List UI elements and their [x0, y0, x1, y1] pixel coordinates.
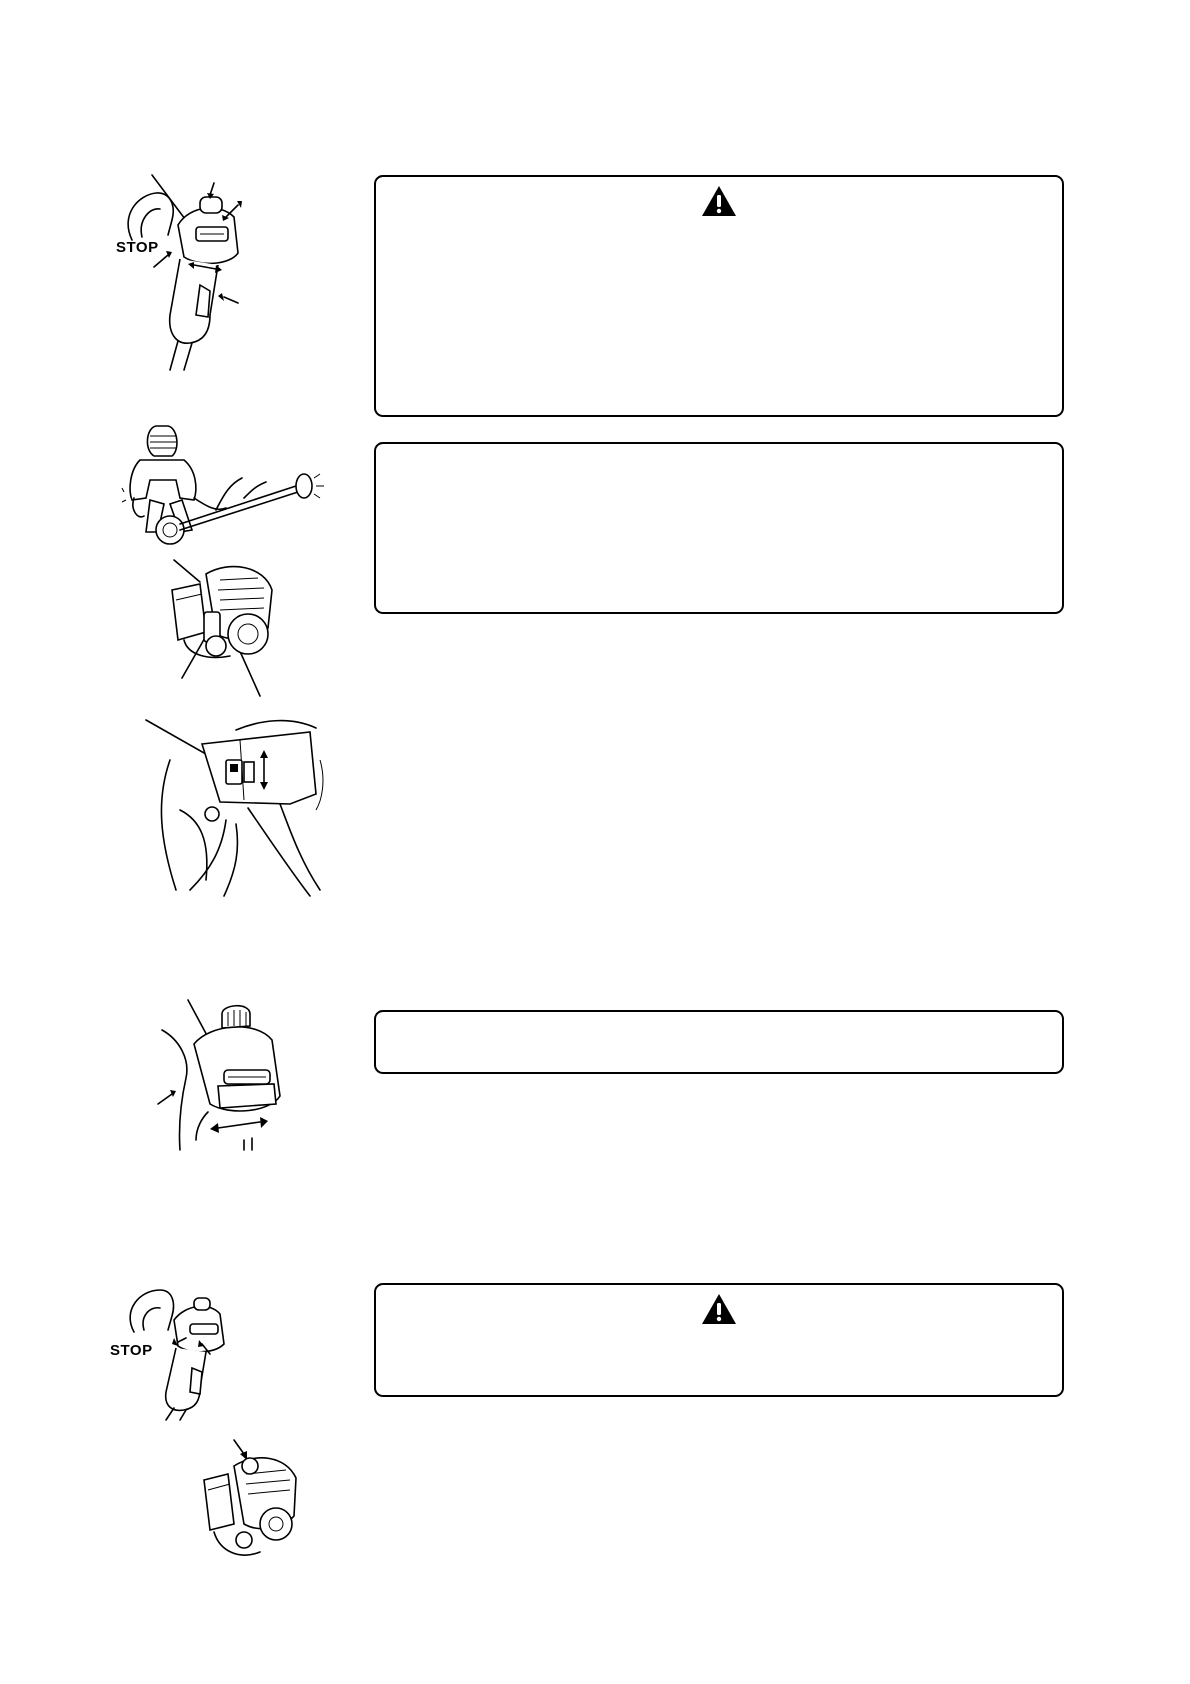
throttle-handle-stop-illustration: [110, 1280, 240, 1420]
warning-triangle-icon: [701, 185, 737, 217]
note-box: [374, 1010, 1064, 1074]
engine-primer-illustration: [200, 1440, 320, 1570]
carburetor-closeup-illustration: [140, 720, 330, 900]
stop-label: STOP: [116, 239, 159, 256]
throttle-handle-illustration: [110, 165, 280, 375]
warning-box: [374, 1283, 1064, 1397]
notice-box: [374, 442, 1064, 614]
warning-box: [374, 175, 1064, 417]
stop-label: STOP: [110, 1342, 153, 1359]
throttle-head-closeup-illustration: [140, 1000, 310, 1150]
warning-triangle-icon: [701, 1293, 737, 1325]
operator-with-trimmer-illustration: [120, 420, 340, 550]
engine-illustration: [160, 560, 300, 700]
